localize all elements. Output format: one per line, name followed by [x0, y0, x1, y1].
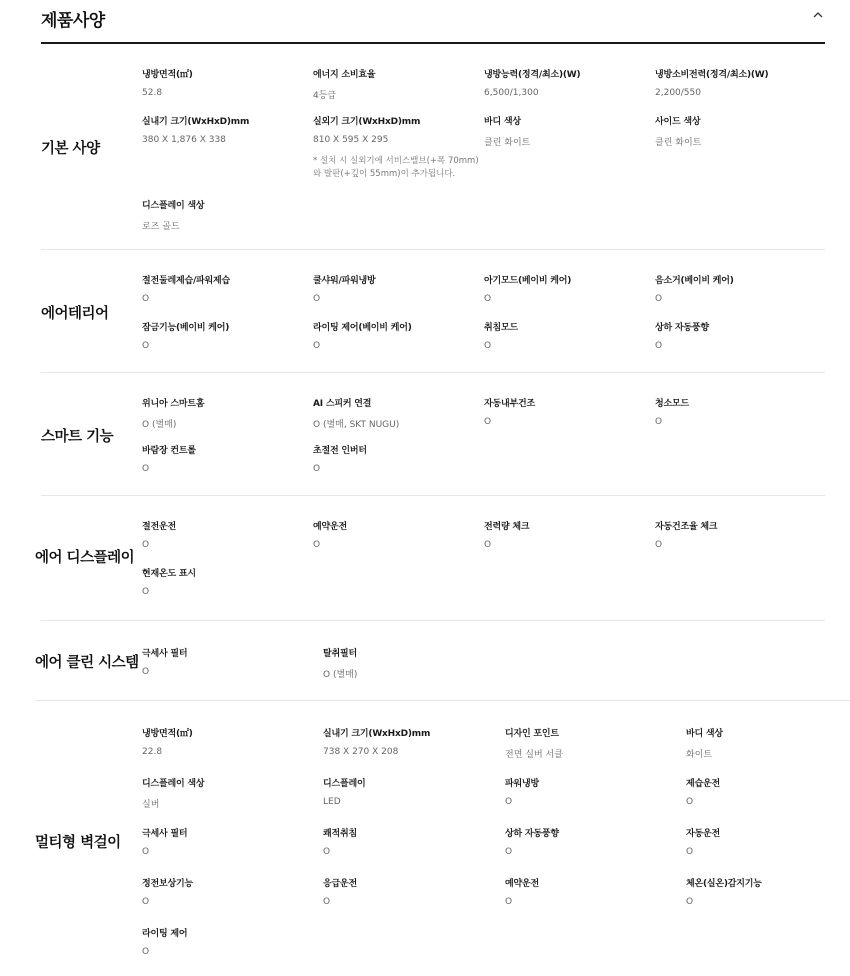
spec-item [484, 273, 571, 304]
spec-key: 절전둘레제습/파워제습 [142, 276, 231, 286]
spec-key: 실내기 크기(WxHxD)mm [323, 729, 431, 739]
spec-key: 현재온도 표시 [142, 569, 196, 579]
spec-value: 2,200/550 [655, 88, 701, 98]
spec-value: 4등급 [313, 91, 337, 101]
spec-item [142, 926, 187, 957]
spec-item [142, 67, 193, 98]
spec-item [313, 396, 399, 430]
spec-item [142, 646, 187, 677]
spec-key: 라이팅 제어(베이비 케어) [313, 323, 412, 333]
spec-key: 바람장 컨트롤 [142, 446, 196, 456]
spec-value: O [142, 667, 150, 677]
spec-key: 극세사 필터 [142, 829, 188, 839]
spec-value: O [313, 464, 321, 474]
spec-value: O [142, 897, 150, 907]
section-label: 에어테리어 [41, 306, 109, 322]
spec-value: O [142, 587, 150, 597]
section-label: 스마트 기능 [41, 429, 114, 445]
spec-key: 디스플레이 [323, 779, 366, 789]
spec-value: O (별매) [142, 420, 177, 430]
spec-item [142, 320, 229, 351]
spec-item [313, 320, 412, 351]
chevron-up-icon[interactable] [811, 8, 825, 22]
spec-key: 쿨샤워/파워냉방 [313, 276, 376, 286]
section-air-clean-system [35, 621, 850, 701]
spec-key: 초절전 인버터 [313, 446, 367, 456]
spec-value: O [142, 947, 150, 957]
spec-value: O [313, 540, 321, 550]
spec-key: 냉방면적(㎡) [142, 70, 193, 80]
spec-header[interactable] [41, 0, 825, 44]
spec-value: 6,500/1,300 [484, 88, 539, 98]
spec-value: O [313, 341, 321, 351]
spec-key: 잠금기능(베이비 케어) [142, 323, 230, 333]
spec-value: LED [323, 797, 341, 807]
spec-key: 디스플레이 색상 [142, 779, 205, 789]
spec-key: 취침모드 [484, 323, 518, 333]
spec-item [323, 726, 430, 757]
page-title: 제품사양 [41, 11, 105, 31]
section-label: 멀티형 벽걸이 [35, 835, 121, 851]
spec-key: 쾌적취침 [323, 829, 357, 839]
spec-item [655, 396, 689, 427]
spec-key: 위니아 스마트홈 [142, 399, 205, 409]
spec-value: 로즈 골드 [142, 222, 180, 232]
spec-value: 738 X 270 X 208 [323, 747, 399, 757]
spec-key: 라이팅 제어 [142, 929, 188, 939]
spec-item [323, 646, 357, 680]
spec-item [505, 876, 539, 907]
spec-item [313, 273, 376, 304]
spec-key: 자동운전 [686, 829, 720, 839]
spec-value: O [505, 847, 513, 857]
installation-note: * 설치 시 실외기에 서비스밸브(+폭 70mm)와 발판(+깊이 55mm)이 추가됩니다. [313, 156, 479, 179]
spec-key: 디자인 포인트 [505, 729, 559, 739]
spec-item [142, 726, 193, 757]
spec-value: O [655, 341, 663, 351]
spec-key: 디스플레이 색상 [142, 201, 205, 211]
spec-item [313, 114, 483, 181]
spec-item [484, 320, 518, 351]
spec-item [484, 67, 580, 98]
spec-key: 파워냉방 [505, 779, 539, 789]
spec-key: 자동건조율 체크 [655, 522, 718, 532]
spec-value: O [323, 847, 331, 857]
section-multi-wall-mount [35, 701, 850, 976]
spec-key: 예약운전 [505, 879, 539, 889]
spec-value: O [142, 294, 150, 304]
spec-key: 상하 자동풍향 [655, 323, 709, 333]
spec-key: 에너지 소비효율 [313, 70, 376, 80]
spec-value: O [484, 417, 492, 427]
spec-item [655, 114, 701, 148]
spec-item [142, 396, 204, 430]
spec-key: 자동내부건조 [484, 399, 535, 409]
spec-value: O [484, 341, 492, 351]
spec-item [484, 519, 529, 550]
spec-item [142, 566, 196, 597]
spec-item [686, 876, 762, 907]
spec-item [142, 273, 230, 304]
spec-key: 사이드 색상 [655, 117, 701, 127]
spec-value: O [142, 464, 150, 474]
spec-key: 냉방면적(㎡) [142, 729, 193, 739]
spec-item [313, 443, 367, 474]
spec-value: O [686, 797, 694, 807]
spec-item [142, 826, 187, 857]
spec-key: 냉방소비전력(정격/최소)(W) [655, 70, 769, 80]
section-label: 기본 사양 [41, 141, 100, 157]
section-air-display [35, 496, 825, 621]
spec-item [142, 198, 204, 232]
spec-item [686, 726, 723, 760]
spec-item [505, 726, 563, 760]
spec-key: 극세사 필터 [142, 649, 188, 659]
spec-item [655, 273, 734, 304]
spec-value: O [142, 847, 150, 857]
spec-value: O [142, 341, 150, 351]
section-smart-features [41, 373, 825, 496]
spec-key: 냉방능력(정격/최소)(W) [484, 70, 581, 80]
spec-item [142, 443, 196, 474]
spec-key: 응급운전 [323, 879, 357, 889]
spec-key: 음소거(베이비 케어) [655, 276, 734, 286]
spec-value: O [655, 417, 663, 427]
spec-key: 제습운전 [686, 779, 720, 789]
spec-value: 380 X 1,876 X 338 [142, 135, 226, 145]
section-label: 에어 디스플레이 [35, 550, 135, 566]
spec-item [655, 320, 709, 351]
spec-value: 화이트 [686, 750, 713, 760]
spec-item [686, 776, 720, 807]
section-airterior [41, 250, 825, 373]
section-basic-spec [41, 49, 825, 250]
spec-value: 22.8 [142, 747, 163, 757]
spec-item [323, 876, 357, 907]
spec-key: 정전보상기능 [142, 879, 193, 889]
spec-value: O [505, 797, 513, 807]
spec-key: 상하 자동풍향 [505, 829, 559, 839]
spec-value: O [655, 540, 663, 550]
spec-item [142, 876, 193, 907]
spec-item [142, 776, 204, 810]
spec-value: O [655, 294, 663, 304]
spec-value: 전면 실버 서클 [505, 750, 563, 760]
spec-item [142, 519, 176, 550]
spec-item [655, 519, 717, 550]
spec-value: O [484, 294, 492, 304]
spec-item [323, 776, 365, 807]
spec-key: 체온(실온)감지기능 [686, 879, 762, 889]
spec-item [686, 826, 720, 857]
spec-item [313, 519, 347, 550]
spec-value: O (별매) [323, 670, 358, 680]
spec-value: 클린 화이트 [484, 138, 531, 148]
spec-value: O [142, 540, 150, 550]
spec-key: AI 스피커 연결 [313, 399, 372, 409]
spec-value: O [323, 897, 331, 907]
spec-value: 클린 화이트 [655, 138, 702, 148]
spec-value: O [505, 897, 513, 907]
spec-key: 예약운전 [313, 522, 347, 532]
spec-key: 전력량 체크 [484, 522, 530, 532]
spec-item [142, 114, 249, 145]
spec-value: 실버 [142, 800, 160, 810]
spec-item [505, 826, 559, 857]
spec-value: O [686, 897, 694, 907]
spec-key: 절전운전 [142, 522, 176, 532]
spec-value: O [686, 847, 694, 857]
spec-value: O (별매, SKT NUGU) [313, 420, 400, 430]
spec-key: 탈취필터 [323, 649, 357, 659]
spec-item [505, 776, 539, 807]
spec-key: 바디 색상 [484, 117, 521, 127]
spec-item [323, 826, 357, 857]
spec-item [655, 67, 768, 98]
spec-item [484, 396, 535, 427]
spec-value: O [313, 294, 321, 304]
spec-item [313, 67, 375, 101]
spec-value: 810 X 595 X 295 [313, 135, 389, 145]
spec-key: 실내기 크기(WxHxD)mm [142, 117, 250, 127]
spec-key: 청소모드 [655, 399, 689, 409]
spec-key: 바디 색상 [686, 729, 723, 739]
spec-key: 아기모드(베이비 케어) [484, 276, 572, 286]
spec-item [484, 114, 530, 148]
spec-value: 52.8 [142, 88, 163, 98]
spec-value: O [484, 540, 492, 550]
section-label: 에어 클린 시스템 [35, 655, 139, 671]
spec-key: 실외기 크기(WxHxD)mm [313, 117, 421, 127]
